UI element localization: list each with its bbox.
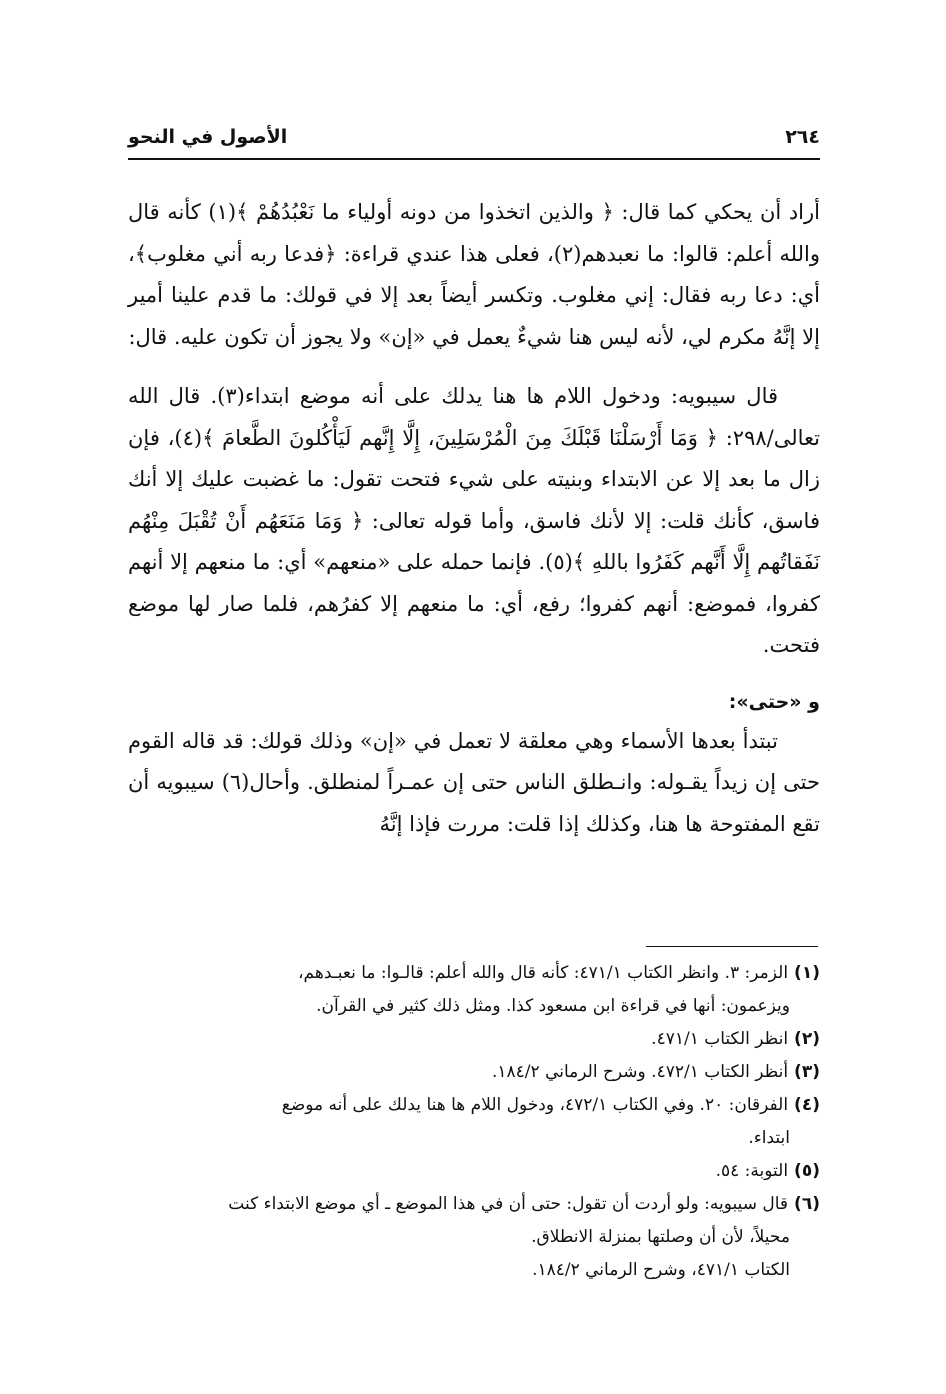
- main-text: [128, 192, 820, 845]
- footnote-4: [128, 1090, 820, 1121]
- footnote-number: (٤): [794, 1095, 820, 1115]
- footnote-3: [128, 1057, 820, 1088]
- footnote-separator: [646, 946, 818, 947]
- section-heading: و «حتى»:: [728, 690, 820, 713]
- footnote-6-continuation: محيلاً، لأن أن وصلتها بمنزلة الانطلاق.: [531, 1227, 790, 1247]
- footnote-number: (٣): [794, 1062, 820, 1082]
- footnote-text: قال سيبويه: ولو أردت أن تقول: حتى أن في هذا الموضع ـ أي موضع الابتداء كنت: [228, 1194, 789, 1214]
- footnote-text: الزمر: ٣. وانظر الكتاب ٤٧١/١: كأنه قال والله أعلم: قالـوا: ما نعبـدهم،: [298, 963, 789, 983]
- footnote-text: أنظر الكتاب ٤٧٢/١. وشرح الرماني ١٨٤/٢.: [492, 1062, 789, 1082]
- paragraph-1: أراد أن يحكي كما قال: ﴿ والذين اتخذوا من دونه أولياء ما نَعْبُدُهُمْ ﴾(١) كأنه قال والله أعلم: قالوا: ما نعبدهم(٢)، فعلى هذا عندي قراءة: ﴿فدعا ربه أني مغلوب﴾، أي: دعا ربه فقال: إني مغلوب. وتكسر أيضاً بعد إلا في قولك: ما قدم علينا أمير إلا إنَّهُ مكرم لي، لأنه ليس هنا شيءٌ يعمل في «إن» ولا يجوز أن تكون عليه. قال:: [128, 200, 820, 349]
- paragraph-3: تبتدأ بعدها الأسماء وهي معلقة لا تعمل في «إن» وذلك قولك: قد قاله القوم حتى إن زيداً يقـوله: وانـطلق الناس حتى إن عمـراً لمنطلق. وأحال(٦) سيبويه أن تقع المفتوحة ها هنا، وكذلك إذا قلت: مررت فإذا إنَّهُ: [128, 728, 820, 836]
- footnote-text: انظر الكتاب ٤٧١/١.: [651, 1029, 789, 1049]
- footnote-number: (٢): [794, 1029, 820, 1049]
- footnote-number: (٦): [794, 1194, 820, 1214]
- footnote-1-continuation: ويزعمون: أنها في قراءة ابن مسعود كذا. ومثل ذلك كثير في القرآن.: [316, 996, 790, 1016]
- footnote-1: [128, 958, 820, 989]
- footnote-text: الفرقان: ٢٠. وفي الكتاب ٤٧٢/١، ودخول اللام ها هنا يدلك على أنه موضع: [281, 1095, 789, 1115]
- footnote-number: (٥): [794, 1161, 820, 1181]
- footnote-4-continuation: ابتداء.: [748, 1128, 790, 1148]
- running-title: الأصول في النحو: [128, 126, 288, 148]
- page-header: [128, 124, 820, 160]
- footnote-5: [128, 1156, 820, 1187]
- paragraph-2: قال سيبويه: ودخول اللام ها هنا يدلك على أنه موضع ابتداء(٣). قال الله تعالى/٢٩٨: ﴿ وَمَا أَرْسَلْنَا قَبْلَكَ مِنَ الْمُرْسَلِينَ، إِلَّا إِنَّهم لَيَأْكُلونَ الطَّعامَ ﴾(٤)، فإن زال ما بعد إلا عن الابتداء وبنيته على شيء فتحت تقول: ما غضبت عليك إلا أنك فاسق، كأنك قلت: إلا لأنك فاسق، وأما قوله تعالى: ﴿ وَمَا مَنَعَهُم أَنْ تُقْبَلَ مِنْهُم نَفَقاتُهم إِلَّا أَنَّهم كَفَرُوا باللهِ ﴾(٥). فإنما حمله على «منعهم» أي: ما منعهم إلا أنهم كفروا، فموضع: أنهم كفروا؛ رفع، أي: ما منعهم إلا كفرُهم، فلما صار لها موضع فتحت.: [128, 384, 820, 657]
- page-number: ٢٦٤: [785, 126, 820, 148]
- footnote-2: [128, 1024, 820, 1055]
- footnote-number: (١): [794, 963, 820, 983]
- footnote-6-reference: الكتاب ٤٧١/١، وشرح الرماني ١٨٤/٢.: [532, 1260, 790, 1280]
- footnote-6: [128, 1189, 820, 1220]
- footnote-text: التوبة: ٥٤.: [715, 1161, 789, 1181]
- footnotes: [128, 958, 820, 1288]
